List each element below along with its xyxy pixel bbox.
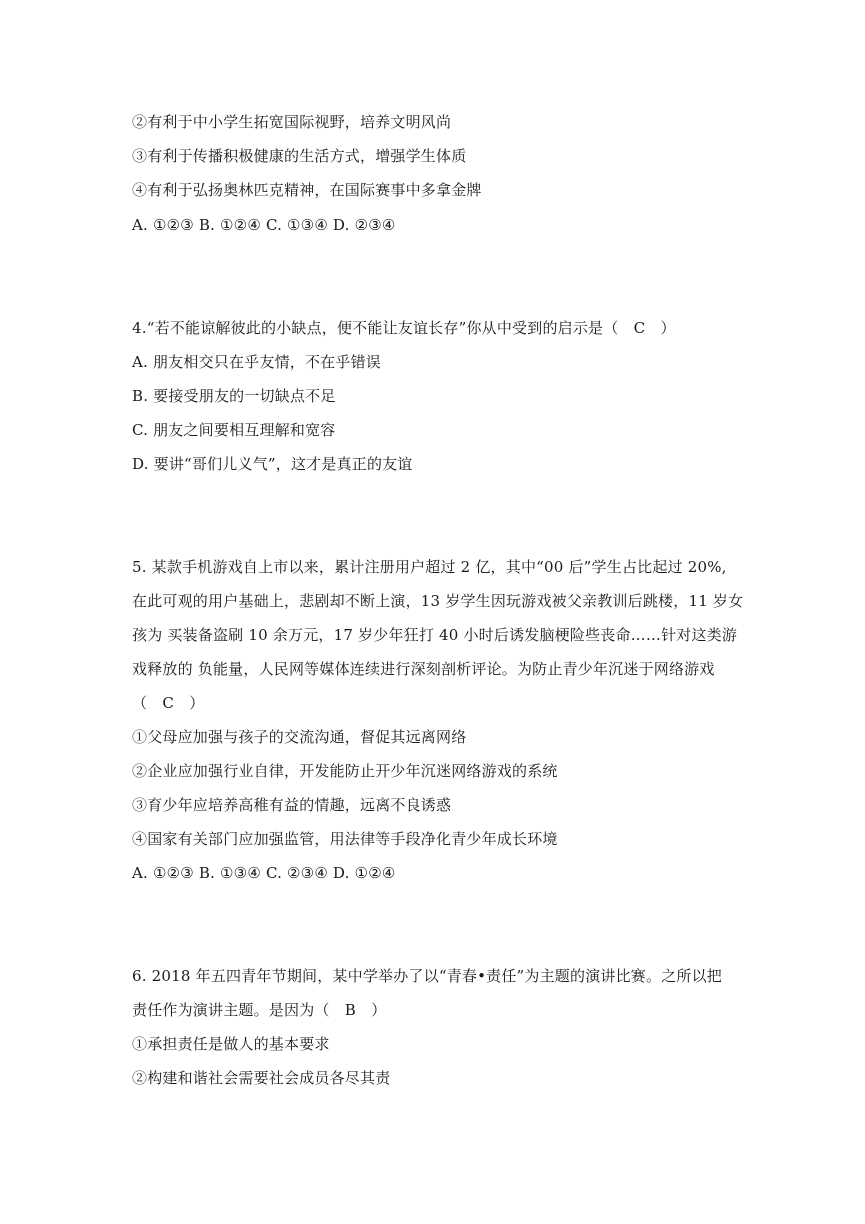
q5-option-1: ①父母应加强与孩子的交流沟通，督促其远离网络 [132, 728, 467, 746]
q5-answer: （ C ） [132, 694, 205, 712]
q5-stem-line-1: 5. 某款手机游戏自上市以来，累计注册用户超过 2 亿，其中“00 后”学生占比起过 20%, [132, 558, 727, 576]
q3-option-3: ③有利于传播积极健康的生活方式，增强学生体质 [132, 147, 467, 165]
q3-option-4: ④有利于弘扬奥林匹克精神，在国际赛事中多拿金牌 [132, 181, 482, 199]
q5-stem-line-4: 戏释放的 负能量，人民网等媒体连续进行深刻剖析评论。为防止青少年沉迷于网络游戏 [132, 660, 715, 678]
q6-stem-line-2: 责任作为演讲主题。是因为（ B ） [132, 1001, 387, 1019]
q4-choice-c: C. 朋友之间要相互理解和宽容 [132, 421, 336, 439]
q5-stem-line-2: 在此可观的用户基础上，悲剧却不断上演，13 岁学生因玩游戏被父亲教训后跳楼，11 岁女 [132, 592, 744, 610]
q5-option-2: ②企业应加强行业自律，开发能防止开少年沉迷网络游戏的系统 [132, 762, 558, 780]
q3-option-2: ②有利于中小学生拓宽国际视野，培养文明风尚 [132, 113, 452, 131]
q4-stem: 4.“若不能谅解彼此的小缺点，便不能让友谊长存”你从中受到的启示是（ C ） [132, 319, 676, 337]
q3-choices: A. ①②③ B. ①②④ C. ①③④ D. ②③④ [132, 216, 396, 234]
q6-stem-line-1: 6. 2018 年五四青年节期间，某中学举办了以“青春•责任”为主题的演讲比赛。之所以把 [132, 967, 723, 985]
q4-choice-a: A. 朋友相交只在乎友情，不在乎错误 [132, 353, 381, 371]
q6-option-2: ②构建和谐社会需要社会成员各尽其责 [132, 1069, 391, 1087]
q4-choice-b: B. 要接受朋友的一切缺点不足 [132, 387, 336, 405]
q5-option-3: ③育少年应培养高稚有益的情趣，远离不良诱惑 [132, 796, 452, 814]
q6-option-1: ①承担责任是做人的基本要求 [132, 1035, 330, 1053]
q5-choices: A. ①②③ B. ①③④ C. ②③④ D. ①②④ [132, 864, 396, 882]
q5-option-4: ④国家有关部门应加强监管，用法律等手段净化青少年成长环境 [132, 830, 558, 848]
q4-choice-d: D. 要讲“哥们儿义气”，这才是真正的友谊 [132, 455, 413, 473]
q5-stem-line-3: 孩为 买装备盗刷 10 余万元，17 岁少年狂打 40 小时后诱发脑梗险些丧命……针对这类游 [132, 626, 738, 644]
